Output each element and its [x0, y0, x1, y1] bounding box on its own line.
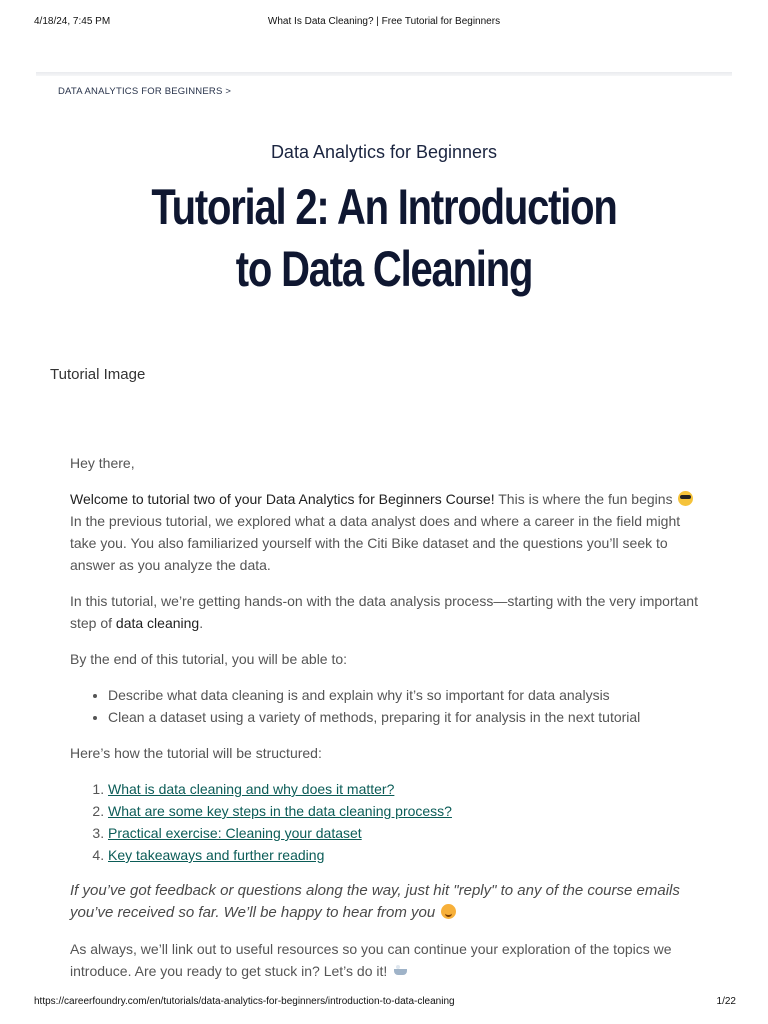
- objectives-list: [70, 684, 700, 728]
- feedback-text: If you’ve got feedback or questions along the way, just hit "reply" to any of the course emails you’ve received so far. We’ll be happy to hear from you: [70, 882, 680, 921]
- tutorial-image-alt: Tutorial Image: [50, 366, 146, 383]
- structure-link-practical-exercise[interactable]: Practical exercise: Cleaning your dataset: [108, 825, 362, 841]
- structure-list: [70, 778, 700, 866]
- header-divider: [36, 72, 732, 76]
- intro-paragraph: [70, 488, 700, 576]
- tutorial-content: [70, 452, 700, 996]
- print-doc-title: What Is Data Cleaning? | Free Tutorial for Beginners: [267, 16, 501, 27]
- print-footer: [0, 996, 768, 1010]
- bathtub-icon: [393, 963, 408, 978]
- structure-item: [108, 778, 700, 800]
- greeting: Hey there,: [70, 455, 135, 471]
- structure-link-data-cleaning-matter[interactable]: What is data cleaning and why does it matter?: [108, 781, 395, 797]
- smiling-face-with-sunglasses-icon: [678, 491, 693, 506]
- intro-lead: Welcome to tutorial two of your Data Analytics for Beginners Course!: [70, 491, 495, 507]
- structure-item: [108, 800, 700, 822]
- intro-text-1: This is where the fun begins: [494, 491, 677, 507]
- structure-link-key-takeaways[interactable]: Key takeaways and further reading: [108, 847, 325, 863]
- closing-paragraph: [70, 938, 700, 982]
- smiling-face-icon: [441, 904, 456, 919]
- feedback-paragraph: [70, 880, 700, 924]
- course-label: Data Analytics for Beginners: [270, 142, 498, 162]
- data-cleaning-highlight: data cleaning: [115, 615, 200, 631]
- para2-text: In this tutorial, we’re getting hands-on with the data analysis process—starting with the very important step of: [70, 593, 698, 631]
- tutorial-image-placeholder: [50, 366, 145, 383]
- print-page-number: 1/22: [716, 996, 736, 1007]
- intro-text-2: In the previous tutorial, we explored what a data analyst does and where a career in the field might take you. You also familiarized yourself with the Citi Bike dataset and the questions you’ll seek to answer as you analyze the data.: [70, 513, 681, 573]
- structure-link-key-steps[interactable]: What are some key steps in the data cleaning process?: [108, 803, 452, 819]
- page-title: Tutorial 2: An Introduction to Data Cleaning: [151, 179, 617, 297]
- para2-end: .: [199, 615, 204, 631]
- objective-item: • Clean a dataset using a variety of methods, preparing it for analysis in the next tutorial: [108, 706, 700, 728]
- print-url: https://careerfoundry.com/en/tutorials/data-analytics-for-beginners/introduction-to-data-cleaning: [34, 996, 455, 1007]
- structure-intro: Here’s how the tutorial will be structured:: [70, 745, 322, 761]
- print-datetime: 4/18/24, 7:45 PM: [34, 16, 111, 27]
- structure-item: [108, 822, 700, 844]
- closing-text: As always, we’ll link out to useful resources so you can continue your exploration of the topics we introduce. Are you ready to get stuck in? Let’s do it!: [70, 941, 672, 979]
- structure-item: [108, 844, 700, 866]
- objective-item: • Describe what data cleaning is and explain why it’s so important for data analysis: [108, 684, 700, 706]
- objectives-intro: By the end of this tutorial, you will be able to:: [70, 651, 348, 667]
- breadcrumb-link[interactable]: DATA ANALYTICS FOR BEGINNERS >: [58, 86, 232, 97]
- print-header: [0, 16, 768, 30]
- data-cleaning-paragraph: [70, 590, 700, 634]
